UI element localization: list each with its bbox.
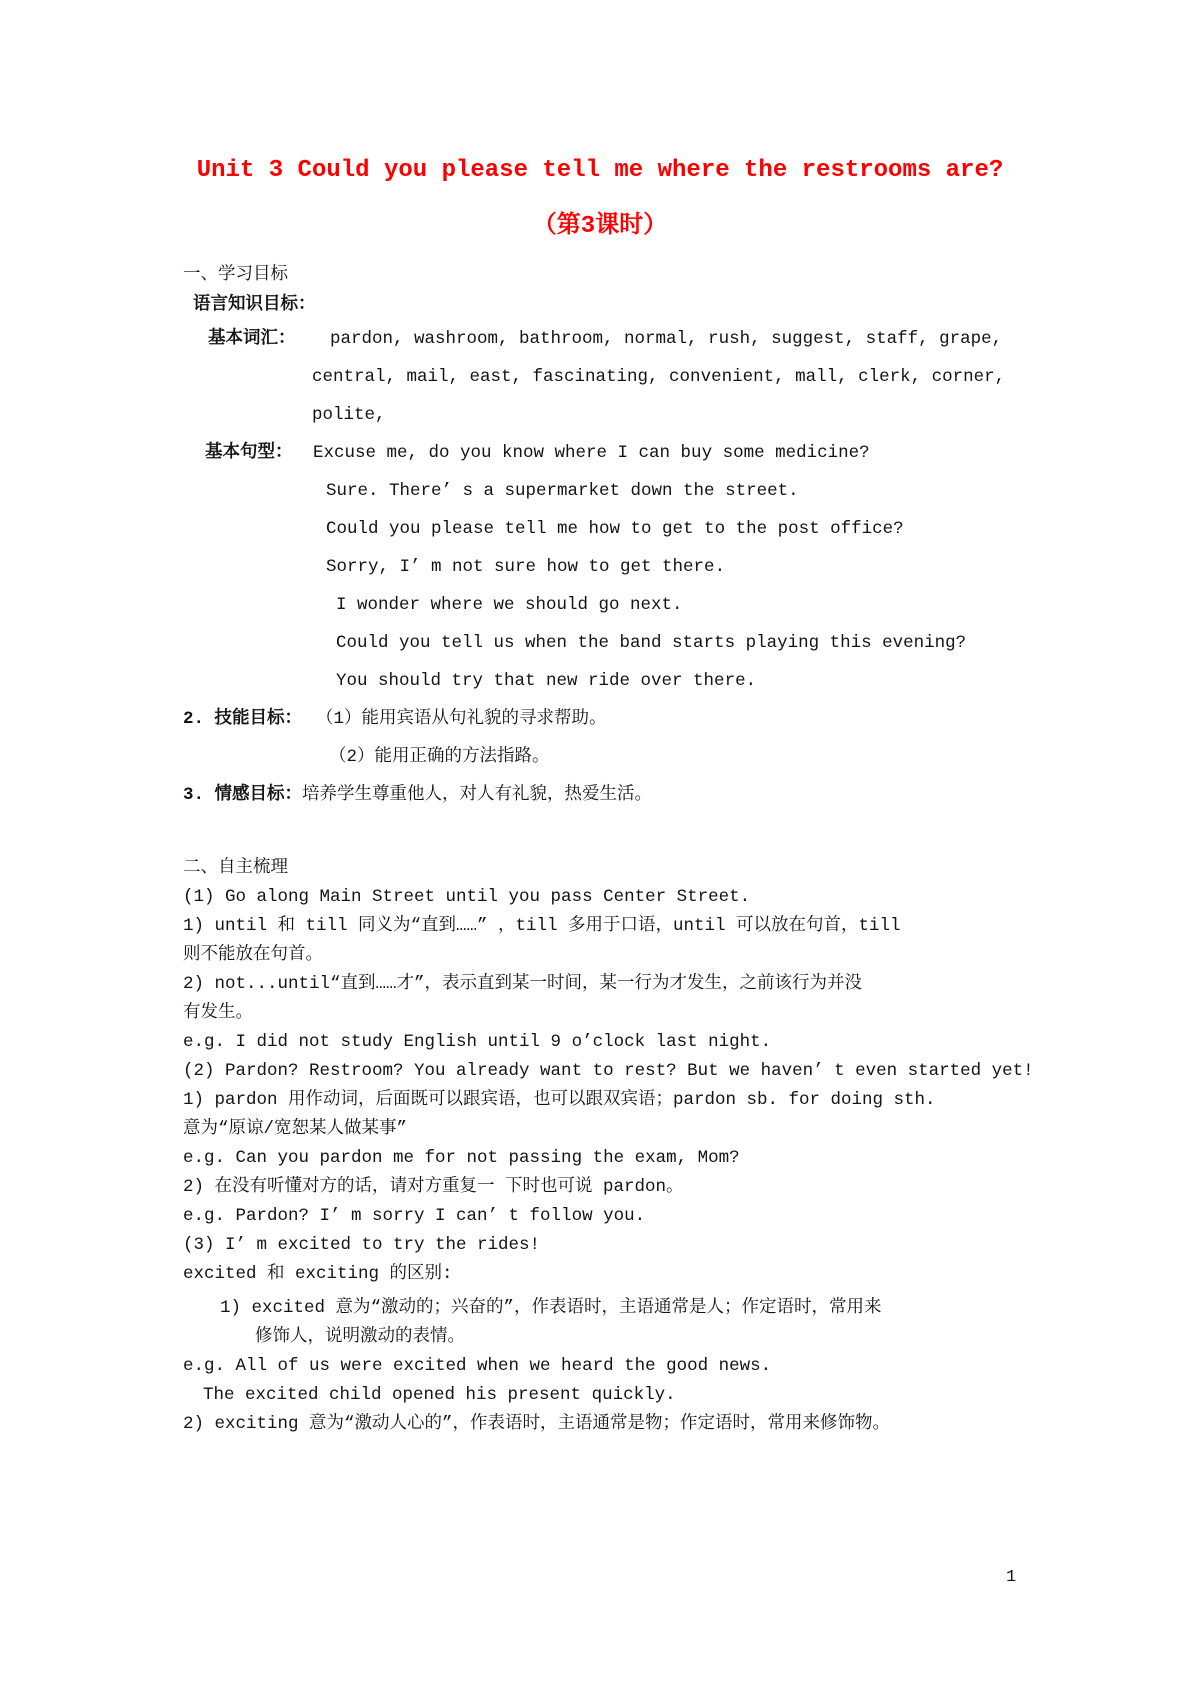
emotion-goal-row bbox=[183, 776, 1140, 814]
vocab-row bbox=[208, 320, 1140, 358]
review-line: 2) 在没有听懂对方的话，请对方重复一 下时也可说 pardon。 bbox=[183, 1177, 684, 1197]
review-line: 2) exciting 意为“激动人心的”，作表语时，主语通常是物；作定语时，常用来修饰物。 bbox=[183, 1414, 891, 1434]
pattern-line: Could you tell us when the band starts playing this evening? bbox=[336, 633, 967, 653]
pattern-line: I wonder where we should go next. bbox=[336, 595, 683, 615]
emotion-goal-label: 3. 情感目标： bbox=[183, 785, 303, 805]
review-line: e.g. I did not study English until 9 o’clock last night. bbox=[183, 1032, 772, 1052]
review-line: 则不能放在句首。 bbox=[183, 945, 323, 965]
review-line: 意为“原谅/宽恕某人做某事” bbox=[183, 1119, 408, 1139]
skill-goal-item: （1）能用宾语从句礼貌的寻求帮助。 bbox=[316, 709, 607, 729]
pattern-line: Could you please tell me how to get to the post office? bbox=[326, 519, 904, 539]
review-line: 有发生。 bbox=[183, 1003, 253, 1023]
document-body bbox=[0, 260, 1200, 1439]
knowledge-goal-heading: 语言知识目标： bbox=[193, 295, 316, 315]
review-line: e.g. Can you pardon me for not passing the exam, Mom? bbox=[183, 1148, 740, 1168]
skill-goal-row bbox=[183, 700, 1140, 738]
pattern-line: You should try that new ride over there. bbox=[336, 671, 757, 691]
pattern-line: Excuse me, do you know where I can buy some medicine? bbox=[313, 443, 870, 463]
emotion-goal-text: 培养学生尊重他人，对人有礼貌，热爱生活。 bbox=[302, 785, 653, 805]
pattern-line: Sure. There’ s a supermarket down the street. bbox=[326, 481, 799, 501]
review-line: (1) Go along Main Street until you pass Center Street. bbox=[183, 887, 751, 907]
review-line: e.g. Pardon? I’ m sorry I can’ t follow you. bbox=[183, 1206, 646, 1226]
vocab-label: 基本词汇： bbox=[208, 329, 296, 349]
review-line: excited 和 exciting 的区别: bbox=[183, 1264, 453, 1284]
lesson-subtitle: （第3课时） bbox=[532, 213, 668, 240]
vocab-line: central, mail, east, fascinating, convenient, mall, clerk, corner, bbox=[312, 367, 1006, 387]
review-heading: 二、自主梳理 bbox=[183, 858, 288, 878]
review-line: (2) Pardon? Restroom? You already want to rest? But we haven’ t even started yet! bbox=[183, 1061, 1034, 1081]
review-line: 1) excited 意为“激动的；兴奋的”，作表语时，主语通常是人；作定语时，常用来 bbox=[220, 1298, 882, 1318]
pattern-line: Sorry, I’ m not sure how to get there. bbox=[326, 557, 726, 577]
vocab-line: pardon, washroom, bathroom, normal, rush, suggest, staff, grape, bbox=[330, 329, 1003, 349]
pattern-label: 基本句型： bbox=[205, 443, 293, 463]
review-line: e.g. All of us were excited when we heard the good news. bbox=[183, 1356, 772, 1376]
review-line: 2) not...until“直到……才”，表示直到某一时间，某一行为才发生，之前该行为并没 bbox=[183, 974, 863, 994]
lesson-title: Unit 3 Could you please tell me where the restrooms are? bbox=[196, 157, 1004, 184]
review-line: 修饰人，说明激动的表情。 bbox=[255, 1327, 465, 1347]
objectives-heading: 一、学习目标 bbox=[183, 265, 288, 285]
review-line: (3) I’ m excited to try the rides! bbox=[183, 1235, 541, 1255]
pattern-row bbox=[205, 434, 1140, 472]
review-line: 1) pardon 用作动词，后面既可以跟宾语，也可以跟双宾语；pardon sb. for doing sth. bbox=[183, 1090, 936, 1110]
page-number: 1 bbox=[1006, 1568, 1017, 1587]
vocab-line: polite, bbox=[312, 405, 386, 425]
review-line: 1) until 和 till 同义为“直到……” ，till 多用于口语，until 可以放在句首，till bbox=[183, 916, 901, 936]
skill-goal-label: 2. 技能目标： bbox=[183, 709, 303, 729]
skill-goal-item: （2）能用正确的方法指路。 bbox=[329, 747, 550, 767]
review-line: The excited child opened his present quickly. bbox=[203, 1385, 676, 1405]
